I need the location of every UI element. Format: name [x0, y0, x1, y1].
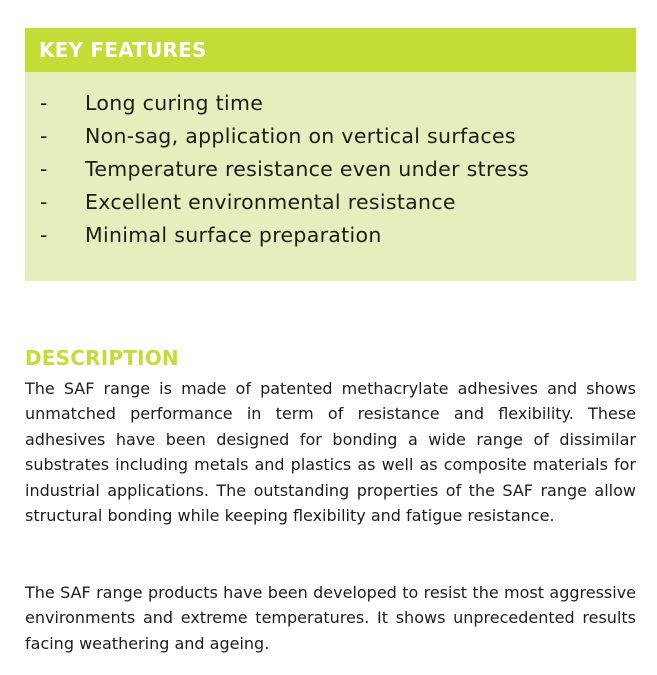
key-features-list — [25, 86, 529, 251]
bullet-dash: - — [40, 222, 48, 247]
bullet-dash: - — [40, 189, 48, 214]
key-features-panel — [25, 28, 636, 281]
bullet-dash: - — [40, 156, 48, 181]
list-item — [25, 86, 529, 119]
feature-text: Excellent environmental resistance — [85, 189, 456, 214]
bullet-dash: - — [40, 90, 48, 115]
list-item — [25, 119, 529, 152]
list-item — [25, 185, 529, 218]
key-features-title: KEY FEATURES — [39, 38, 207, 62]
feature-text: Minimal surface preparation — [85, 222, 382, 247]
description-title: DESCRIPTION — [25, 346, 179, 370]
bullet-dash: - — [40, 123, 48, 148]
list-item — [25, 218, 529, 251]
key-features-header — [25, 28, 636, 72]
feature-text: Long curing time — [85, 90, 264, 115]
feature-text: Temperature resistance even under stress — [85, 156, 530, 181]
list-item — [25, 152, 529, 185]
feature-text: Non-sag, application on vertical surfaces — [85, 123, 516, 148]
description-paragraph: The SAF range is made of patented methacrylate adhesives and shows unmatched performance in term of resistance and flexibility. These adhesives have been designed for bonding a wide range of dissimilar substrates including metals and plastics as well as composite materials for industrial applications. The outstanding properties of the SAF range allow structural bonding while keeping flexibility and fatigue resistance. — [25, 379, 636, 526]
description-paragraph: The SAF range products have been developed to resist the most aggressive environments and extreme temperatures. It shows unprecedented results facing weathering and ageing. — [25, 583, 636, 653]
